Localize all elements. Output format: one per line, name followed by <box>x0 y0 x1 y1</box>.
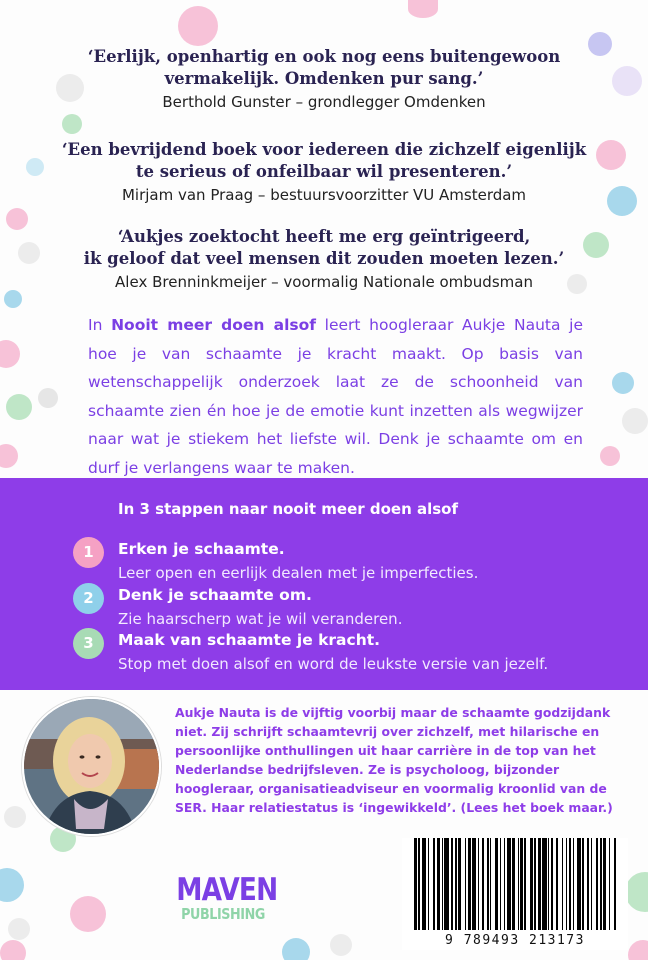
confetti-dot <box>4 806 26 828</box>
quote-3 <box>0 226 648 293</box>
step-heading: Denk je schaamte om. <box>118 586 312 604</box>
steps-title: In 3 stappen naar nooit meer doen alsof <box>118 500 459 518</box>
step-subtext: Leer open en eerlijk dealen met je imperfecties. <box>118 564 479 582</box>
step-number-badge: 2 <box>73 583 104 614</box>
confetti-dot <box>0 340 20 368</box>
quote-author: Mirjam van Praag – bestuursvoorzitter VU Amsterdam <box>121 186 527 204</box>
confetti-dot <box>612 372 634 394</box>
step-heading: Erken je schaamte. <box>118 540 285 558</box>
confetti-dot <box>622 408 648 434</box>
confetti-dot <box>330 934 352 956</box>
quote-text: ‘Een bevrijdend boek voor iedereen die zichzelf eigenlijk te serieus of onfeilbaar wil presenteren.’ <box>61 140 587 181</box>
author-bio: Aukje Nauta is de vijftig voorbij maar de schaamte godzijdank niet. Zij schrijft schaamtevrij over zichzelf, met hilarische en persoonlijke onthullingen uit haar carrière in de top van het Nederlandse bedrijfsleven. Ze is psycholoog, bijzonder hoogleraar, organisatieadviseur en voormalig kroonlid van de SER. Haar relatiestatus is ‘ingewikkeld’. (Lees het boek maar.) <box>175 705 613 815</box>
book-blurb: In Nooit meer doen alsof leert hoogleraar Aukje Nauta je hoe je van schaamte je kracht maakt. Op basis van wetenschappelijk onderzoek laat ze de schoonheid van schaamte zien én hoe je de emotie kunt inzetten als wegwijzer naar wat je stiekem het liefste wil. Denk je schaamte om en durf je verlangens waar te maken. <box>88 316 583 477</box>
quote-author: Alex Brenninkmeijer – voormalig Nationale ombudsman <box>115 273 533 291</box>
author-portrait-image <box>24 699 159 834</box>
quote-1 <box>0 46 648 113</box>
quote-text: ‘Eerlijk, openhartig en ook nog eens buitengewoon vermakelijk. Omdenken pur sang.’ <box>87 47 561 88</box>
confetti-dot <box>282 938 310 960</box>
step-heading: Maak van schaamte je kracht. <box>118 631 381 649</box>
book-title: Nooit meer doen alsof <box>111 316 316 334</box>
isbn-number: 9 789493 213173 <box>445 933 585 948</box>
confetti-dot <box>70 896 106 932</box>
quote-2 <box>0 139 648 206</box>
quote-author: Berthold Gunster – grondlegger Omdenken <box>162 93 486 111</box>
confetti-dot <box>62 114 82 134</box>
isbn-barcode <box>402 838 628 950</box>
publisher-logo-line1: MAVEN <box>176 872 278 908</box>
steps-band <box>0 478 648 690</box>
confetti-dot <box>6 394 32 420</box>
author-photo <box>22 697 161 836</box>
step-subtext: Stop met doen alsof en word de leukste versie van jezelf. <box>118 655 549 673</box>
publisher-logo <box>168 872 278 923</box>
barcode-stripe <box>616 838 617 930</box>
confetti-dot <box>408 0 438 18</box>
publisher-logo-line2: PUBLISHING <box>181 905 265 923</box>
confetti-dot <box>0 868 24 902</box>
confetti-dot <box>600 446 620 466</box>
confetti-dot <box>38 388 58 408</box>
quote-text: ‘Aukjes zoektocht heeft me erg geïntrigeerd, ik geloof dat veel mensen dit zouden moeten lezen.’ <box>83 227 565 268</box>
confetti-dot <box>178 6 218 46</box>
confetti-dot <box>8 918 30 940</box>
step-number-badge: 1 <box>73 537 104 568</box>
confetti-dot <box>628 940 648 960</box>
confetti-dot <box>0 940 26 960</box>
step-number-badge: 3 <box>73 628 104 659</box>
step-subtext: Zie haarscherp wat je wil veranderen. <box>118 610 403 628</box>
confetti-dot <box>625 872 648 912</box>
barcode-bars <box>414 838 618 930</box>
confetti-dot <box>0 444 18 468</box>
